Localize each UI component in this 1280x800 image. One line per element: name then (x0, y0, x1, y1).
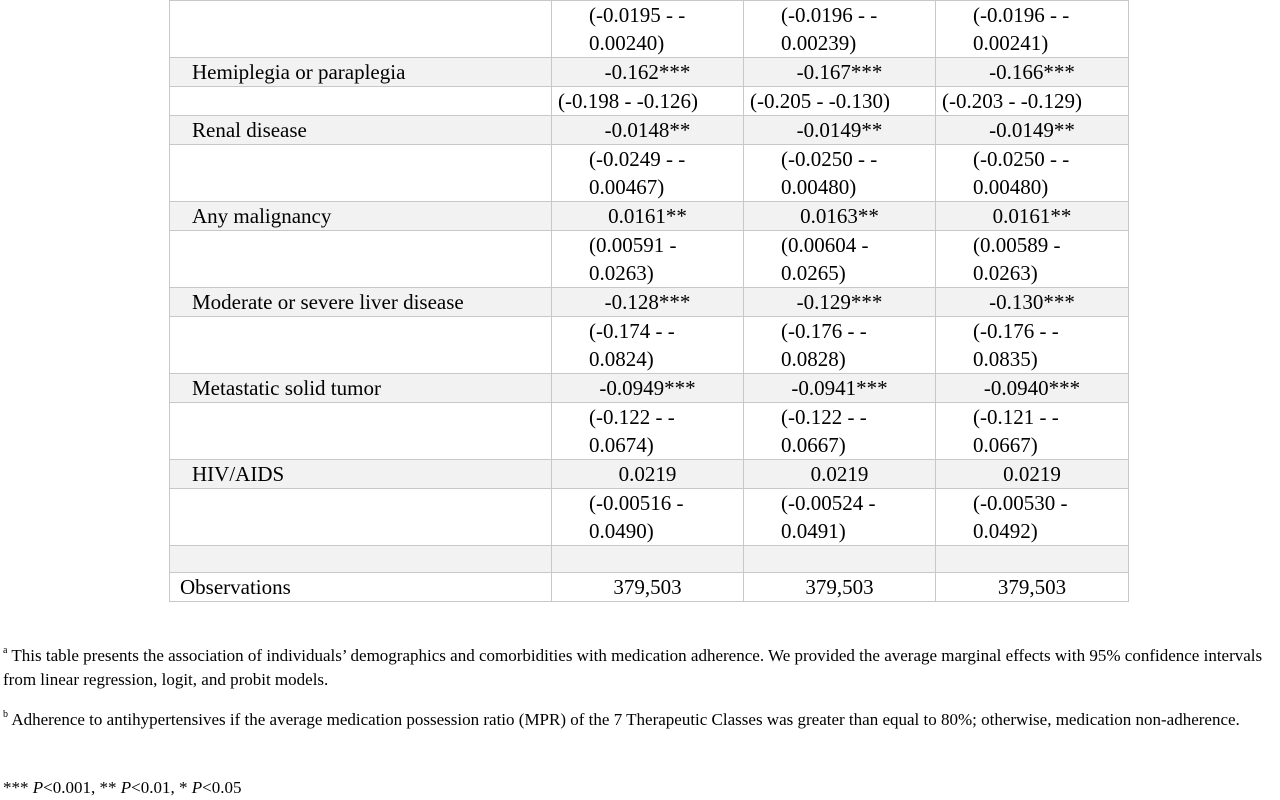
ci-cell: (0.00604 - 0.0265) (744, 231, 936, 288)
ci-cell: (-0.176 - - 0.0828) (744, 317, 936, 374)
p-symbol: P (191, 778, 203, 797)
ci-cell: (-0.0250 - - 0.00480) (936, 145, 1129, 202)
table-row (170, 288, 1129, 317)
ci-cell (936, 1, 1129, 58)
row-label: Hemiplegia or paraplegia (170, 58, 552, 87)
ci-cell: (0.00591 - 0.0263) (552, 231, 744, 288)
estimate-cell: -0.162*** (552, 58, 744, 87)
estimate-cell: -0.128*** (552, 288, 744, 317)
stars: ** (99, 778, 117, 797)
table-row (170, 116, 1129, 145)
ci-cell: (-0.198 - -0.126) (552, 87, 744, 116)
row-label (170, 403, 552, 460)
ci-cell (552, 1, 744, 58)
ci-cell: (-0.0249 - - 0.00467) (552, 145, 744, 202)
estimate-cell: 0.0219 (936, 460, 1129, 489)
ci-cell: (-0.00516 - 0.0490) (552, 489, 744, 546)
estimate-cell: 0.0219 (744, 460, 936, 489)
estimate-cell: -0.0941*** (744, 374, 936, 403)
footnote-text: Adherence to antihypertensives if the average medication possession ratio (MPR) of the 7 Therapeutic Classes was greater than equal to 80%; otherwise, medication non-adherence. (11, 710, 1240, 729)
p-symbol: P (120, 778, 132, 797)
row-label (170, 489, 552, 546)
table-row (170, 374, 1129, 403)
ci-cell: (-0.0250 - - 0.00480) (744, 145, 936, 202)
stars: * (178, 778, 188, 797)
table-row (170, 460, 1129, 489)
ci-line-1: (-0.0196 - - 0.00239) (781, 3, 878, 55)
ci-cell: (-0.203 - -0.129) (936, 87, 1129, 116)
p-symbol: P (32, 778, 44, 797)
footnote-text: This table presents the association of individuals’ demographics and comorbidities with medication adherence. We provided the average marginal effects with 95% confidence intervals from linear regression, logit, and probit models. (3, 646, 1263, 689)
threshold: <0.001, (43, 778, 96, 797)
table-row (170, 317, 1129, 374)
estimate-cell: -0.129*** (744, 288, 936, 317)
footnote-b (0, 708, 1278, 732)
table-row (170, 202, 1129, 231)
ci-line-1: (-0.0196 - - 0.00241) (973, 3, 1070, 55)
ci-cell: (0.00589 - 0.0263) (936, 231, 1129, 288)
blank-cell (936, 546, 1129, 573)
ci-cell: (-0.122 - - 0.0674) (552, 403, 744, 460)
blank-cell (170, 546, 552, 573)
row-label: HIV/AIDS (170, 460, 552, 489)
footnote-marker: a (3, 645, 8, 656)
estimate-cell: -0.0949*** (552, 374, 744, 403)
estimate-cell: 0.0219 (552, 460, 744, 489)
row-label: Metastatic solid tumor (170, 374, 552, 403)
estimate-cell: -0.0149** (936, 116, 1129, 145)
estimate-cell: -0.130*** (936, 288, 1129, 317)
row-label (170, 87, 552, 116)
row-label (170, 231, 552, 288)
table-row-blank (170, 546, 1129, 573)
estimate-cell: 0.0161** (552, 202, 744, 231)
estimate-cell: -0.0148** (552, 116, 744, 145)
estimate-cell: -0.167*** (744, 58, 936, 87)
footnote-a (0, 644, 1278, 692)
ci-cell: (-0.00530 - 0.0492) (936, 489, 1129, 546)
table-row (170, 489, 1129, 546)
ci-line-1: (-0.0195 - - 0.00240) (589, 3, 686, 55)
ci-cell: (-0.121 - - 0.0667) (936, 403, 1129, 460)
stars: *** (3, 778, 29, 797)
footnote-marker: b (3, 709, 8, 720)
table-row (170, 403, 1129, 460)
threshold: <0.01, (131, 778, 175, 797)
table-row (170, 87, 1129, 116)
ci-cell: (-0.00524 - 0.0491) (744, 489, 936, 546)
estimate-cell: 0.0161** (936, 202, 1129, 231)
estimate-cell: 0.0163** (744, 202, 936, 231)
observations-row (170, 573, 1129, 602)
table-row (170, 231, 1129, 288)
ci-cell: (-0.205 - -0.130) (744, 87, 936, 116)
results-table (169, 0, 1129, 602)
row-label (170, 317, 552, 374)
estimate-cell: -0.166*** (936, 58, 1129, 87)
blank-cell (552, 546, 744, 573)
observations-value: 379,503 (936, 573, 1129, 602)
observations-label: Observations (170, 573, 552, 602)
estimate-cell: -0.0940*** (936, 374, 1129, 403)
significance-note (0, 776, 1278, 800)
table-row (170, 145, 1129, 202)
ci-cell: (-0.122 - - 0.0667) (744, 403, 936, 460)
row-label (170, 1, 552, 58)
estimate-cell: -0.0149** (744, 116, 936, 145)
table-row (170, 58, 1129, 87)
row-label: Renal disease (170, 116, 552, 145)
blank-cell (744, 546, 936, 573)
ci-cell: (-0.174 - - 0.0824) (552, 317, 744, 374)
observations-value: 379,503 (744, 573, 936, 602)
threshold: <0.05 (202, 778, 242, 797)
row-label: Moderate or severe liver disease (170, 288, 552, 317)
row-label: Any malignancy (170, 202, 552, 231)
row-label (170, 145, 552, 202)
table-row (170, 1, 1129, 58)
observations-value: 379,503 (552, 573, 744, 602)
ci-cell (744, 1, 936, 58)
ci-cell: (-0.176 - - 0.0835) (936, 317, 1129, 374)
